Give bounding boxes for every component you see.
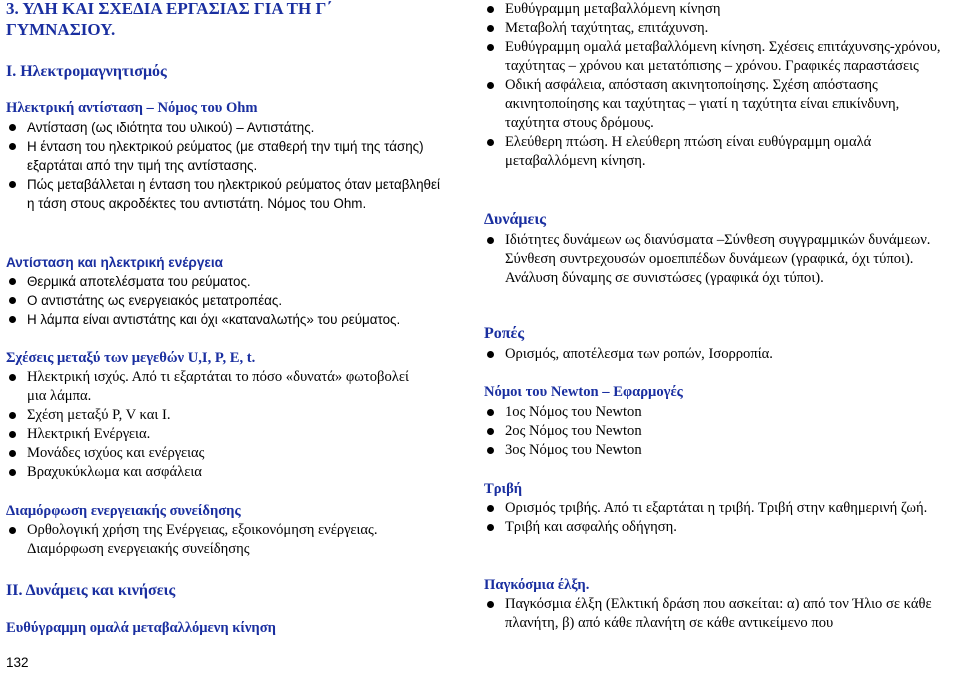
bullet-icon — [9, 450, 16, 457]
list-item: Ελεύθερη πτώση. Η ελεύθερη πτώση είναι ευθύγραμμη ομαλά μεταβαλλόμενη κίνηση. — [484, 133, 954, 171]
bullet-icon — [9, 412, 16, 419]
list-gravitation — [484, 595, 954, 633]
list-item: 3ος Νόμος του Newton — [484, 441, 954, 460]
heading-friction: Τριβή — [484, 481, 523, 497]
bullet-icon — [487, 409, 494, 416]
list-item: Σχέση μεταξύ P, V και Ι. — [6, 406, 416, 425]
list-item: Η λάμπα είναι αντιστάτης και όχι «καταναλωτής» του ρεύματος. — [6, 310, 466, 329]
bullet-icon — [487, 505, 494, 512]
list-item: Βραχυκύκλωμα και ασφάλεια — [6, 463, 416, 482]
subheading-energy-awareness: Διαμόρφωση ενεργειακής συνείδησης — [6, 503, 241, 519]
bullet-icon — [9, 316, 16, 323]
bullet-icon — [487, 351, 494, 358]
list-item: Ηλεκτρική ισχύς. Από τι εξαρτάται το πόσο «δυνατά» φωτοβολεί μια λάμπα. — [6, 368, 416, 406]
list-item: Ιδιότητες δυνάμεων ως διανύσματα –Σύνθεση συγγραμμικών δυνάμεων. Σύνθεση συντρεχουσών ομοεπιπέδων δυνάμεων (γραφικά, όχι τύποι). Ανάλυση δύναμης σε συνιστώσες (γραφικά όχι τύποι). — [484, 231, 954, 288]
list-item: 2ος Νόμος του Newton — [484, 422, 954, 441]
list-newton — [484, 403, 954, 460]
bullet-icon — [9, 469, 16, 476]
list-item: Μεταβολή ταχύτητας, επιτάχυνση. — [484, 19, 954, 38]
list-friction — [484, 499, 954, 537]
section-heading-electromagnetism: Ι. Ηλεκτρομαγνητισμός — [6, 63, 167, 80]
list-item: Τριβή και ασφαλής οδήγηση. — [484, 518, 954, 537]
list-item: Ο αντιστάτης ως ενεργειακός μετατροπέας. — [6, 291, 466, 310]
bullet-icon — [487, 6, 494, 13]
bullet-icon — [487, 524, 494, 531]
list-item: Ευθύγραμμη μεταβαλλόμενη κίνηση — [484, 0, 954, 19]
bullet-icon — [487, 139, 494, 146]
bullet-icon — [9, 374, 16, 381]
subheading-resistance-energy: Αντίσταση και ηλεκτρική ενέργεια — [6, 255, 223, 270]
list-item: Ορισμός, αποτέλεσμα των ροπών, Ισορροπία. — [484, 345, 954, 364]
list-relations — [6, 368, 416, 482]
list-item: Αντίσταση (ως ιδιότητα του υλικού) – Αντιστάτης. — [6, 118, 446, 137]
heading-forces: Δυνάμεις — [484, 211, 547, 228]
bullet-icon — [9, 527, 16, 534]
bullet-icon — [487, 25, 494, 32]
bullet-icon — [487, 44, 494, 51]
bullet-icon — [9, 181, 16, 188]
heading-torques: Ροπές — [484, 325, 525, 342]
list-item: 1ος Νόμος του Newton — [484, 403, 954, 422]
subheading-uniform-accelerated: Ευθύγραμμη ομαλά μεταβαλλόμενη κίνηση — [6, 620, 276, 636]
heading-newton-laws: Νόμοι του Newton – Εφαρμογές — [484, 384, 683, 400]
bullet-icon — [487, 428, 494, 435]
list-item: Μονάδες ισχύος και ενέργειας — [6, 444, 416, 463]
bullet-icon — [487, 447, 494, 454]
list-item: Οδική ασφάλεια, απόσταση ακινητοποίησης. Σχέση απόστασης ακινητοποίησης και ταχύτητας – γιατί η ταχύτητα είναι επικίνδυνη, ταχύτητα στους δρόμους. — [484, 76, 954, 133]
bullet-icon — [487, 82, 494, 89]
bullet-icon — [9, 297, 16, 304]
header-line-1: 3. ΥΛΗ ΚΑΙ ΣΧΕΔΙΑ ΕΡΓΑΣΙΑΣ ΓΙΑ ΤΗ Γ΄ — [6, 0, 332, 18]
list-item: Παγκόσμια έλξη (Ελκτική δράση που ασκείται: α) από τον Ήλιο σε κάθε πλανήτη, β) από κάθε πλανήτη σε κάθε αντικείμενο που — [484, 595, 954, 633]
bullet-icon — [9, 431, 16, 438]
subheading-relations: Σχέσεις μεταξύ των μεγεθών U,I, P, E, t. — [6, 350, 256, 366]
list-item-continuation: Διαμόρφωση ενεργειακής συνείδησης — [27, 541, 250, 557]
list-energy — [6, 272, 466, 329]
section-heading-forces-motion: ΙΙ. Δυνάμεις και κινήσεις — [6, 582, 176, 599]
list-item: Ευθύγραμμη ομαλά μεταβαλλόμενη κίνηση. Σχέσεις επιτάχυνσης-χρόνου, ταχύτητας – χρόνου και μετατόπισης – χρόνου. Γραφικές παραστάσεις — [484, 38, 954, 76]
bullet-icon — [487, 237, 494, 244]
header-line-2: ΓΥΜΝΑΣΙΟΥ. — [6, 20, 116, 39]
list-energy-awareness — [6, 521, 466, 559]
bullet-icon — [487, 601, 494, 608]
list-item: Ηλεκτρική Ενέργεια. — [6, 425, 416, 444]
list-item: Ορθολογική χρήση της Ενέργειας, εξοικονόμηση ενέργειας. — [6, 521, 466, 540]
bullet-icon — [9, 143, 16, 150]
heading-universal-gravitation: Παγκόσμια έλξη. — [484, 577, 590, 593]
list-item: Θερμικά αποτελέσματα του ρεύματος. — [6, 272, 466, 291]
list-kinematics — [484, 0, 954, 171]
list-torques — [484, 345, 954, 364]
list-item: Ορισμός τριβής. Από τι εξαρτάται η τριβή. Τριβή στην καθημερινή ζωή. — [484, 499, 954, 518]
list-item: Η ένταση του ηλεκτρικού ρεύματος (με σταθερή την τιμή της τάσης) εξαρτάται από την τιμή της αντίστασης. — [6, 137, 446, 175]
subheading-resistance-ohm: Ηλεκτρική αντίσταση – Νόμος του Ohm — [6, 100, 258, 116]
bullet-icon — [9, 278, 16, 285]
bullet-icon — [9, 124, 16, 131]
list-forces — [484, 231, 954, 288]
list-item: Πώς μεταβάλλεται η ένταση του ηλεκτρικού ρεύματος όταν μεταβληθεί η τάση στους ακροδέκτες του αντιστάτη. Νόμος του Ohm. — [6, 175, 446, 213]
list-resistance — [6, 118, 446, 213]
page-number: 132 — [6, 655, 29, 670]
